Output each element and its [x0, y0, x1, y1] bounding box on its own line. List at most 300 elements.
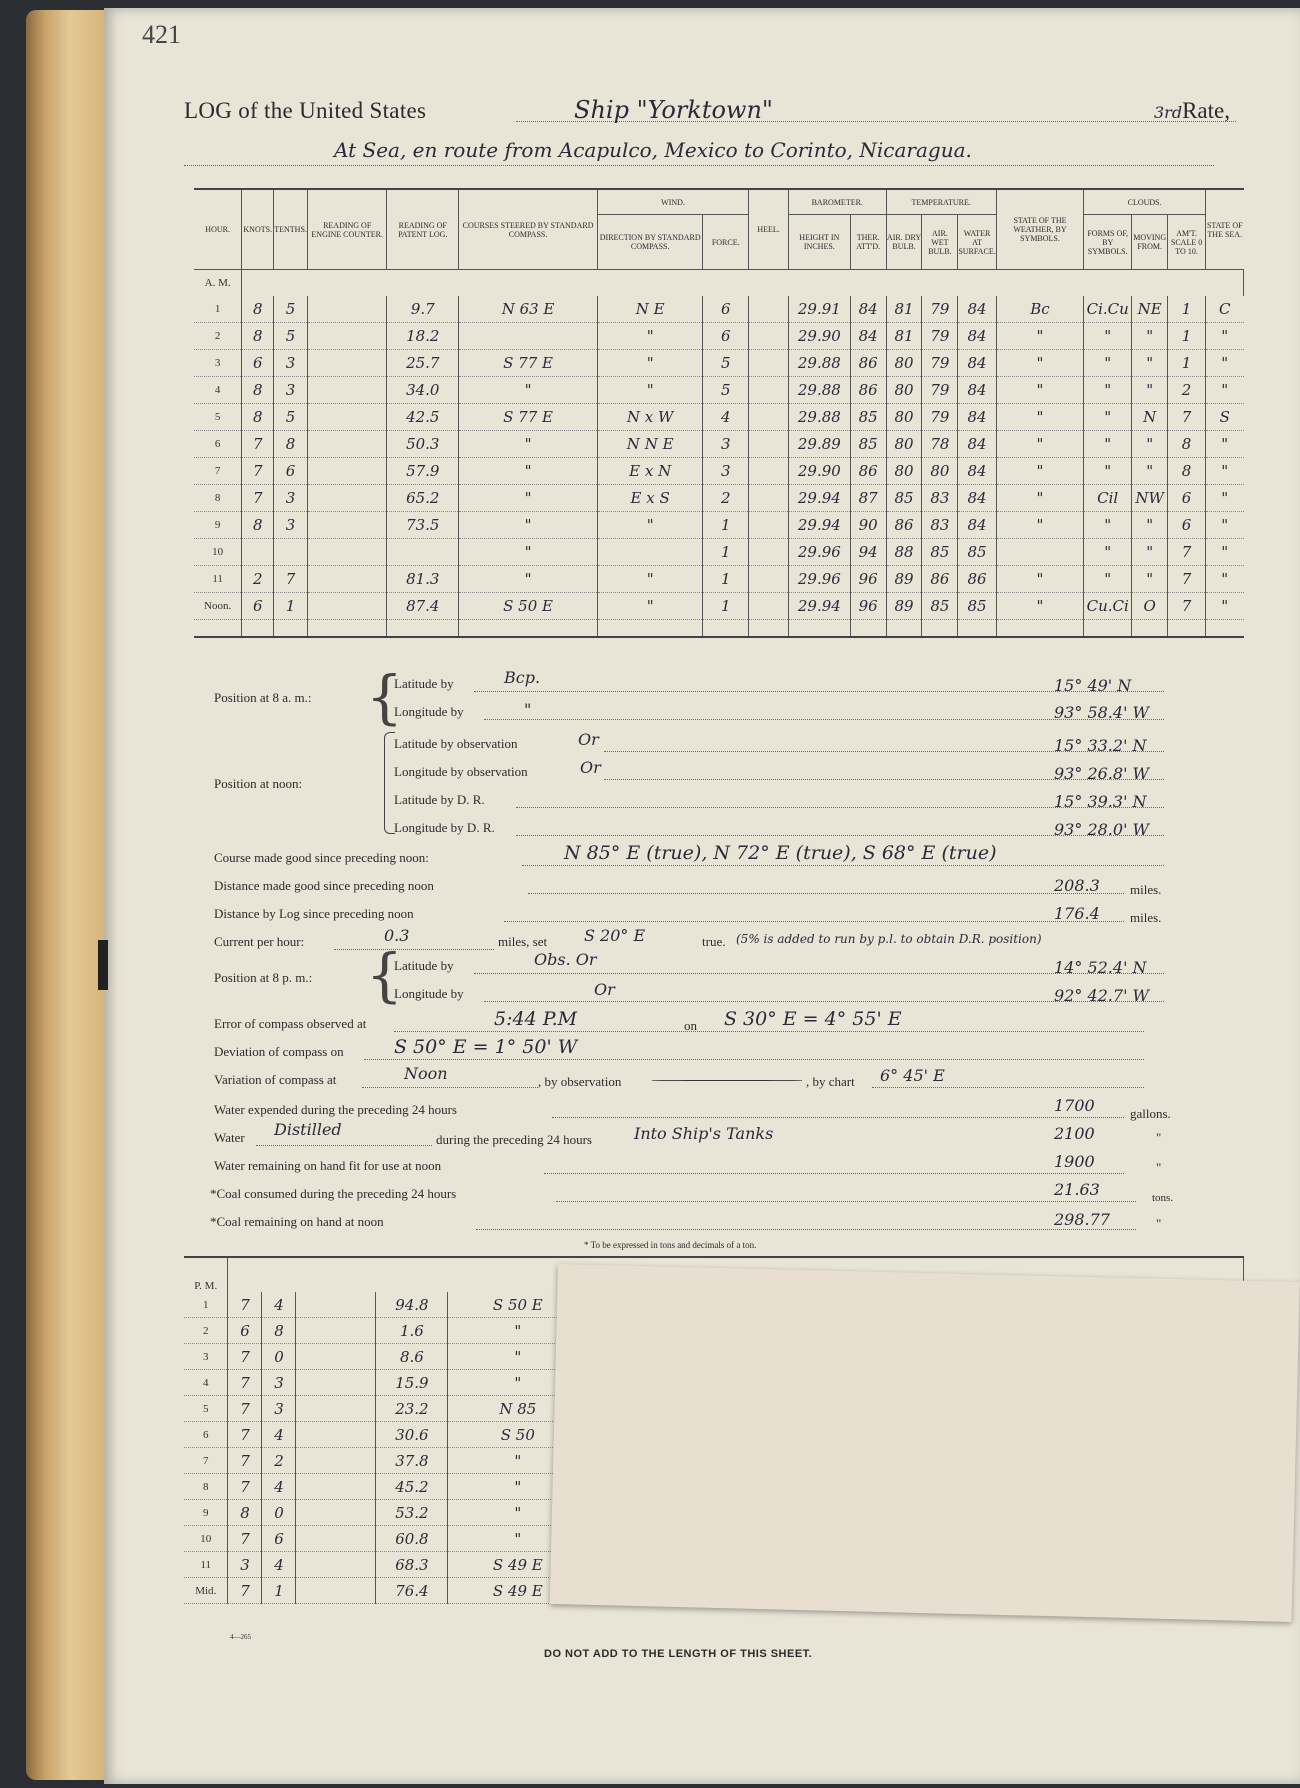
am-cell-tenths: 1: [274, 593, 308, 620]
am-cell-knots: 7: [242, 485, 274, 512]
am-cell-forms: ": [1084, 377, 1132, 404]
pm-cell-hour: 4: [184, 1370, 228, 1396]
rule: [872, 1087, 1144, 1088]
am-cell-wet: 80: [922, 458, 958, 485]
lat-8am-method: Bcp.: [504, 668, 541, 687]
am-cell-bar: 29.91: [788, 296, 850, 323]
ditto-3: ": [1156, 1216, 1162, 1231]
am-cell-bar: 29.88: [788, 350, 850, 377]
am-cell-tenths: 5: [274, 296, 308, 323]
am-cell-bar: 29.96: [788, 566, 850, 593]
am-cell-hour: Noon.: [194, 593, 242, 620]
am-table-row: [194, 485, 1244, 512]
pm-cell-hour: 7: [184, 1448, 228, 1474]
pm-cell-tenths: 6: [262, 1526, 296, 1552]
course-value: N 85° E (true), N 72° E (true), S 68° E (true): [564, 842, 997, 864]
am-cell-water: 84: [958, 350, 996, 377]
am-cell-knots: 8: [242, 323, 274, 350]
pm-cell-course: ": [448, 1474, 588, 1500]
variation-obs-dash: [652, 1080, 802, 1081]
am-cell-ther: 86: [850, 350, 886, 377]
am-cell-dry: 80: [886, 404, 922, 431]
miles-label-1: miles.: [1130, 882, 1162, 897]
am-cell-sea: ": [1206, 350, 1244, 377]
am-cell-bar: 29.88: [788, 404, 850, 431]
rule: [522, 865, 1164, 866]
error-label: Error of compass observed at: [214, 1016, 367, 1031]
am-cell-knots: 6: [242, 593, 274, 620]
water-expended-value: 1700: [1054, 1096, 1095, 1115]
am-cell-weather: [996, 539, 1083, 566]
rate-hand: 3rd: [1154, 103, 1183, 122]
col-wind-force: FORCE.: [703, 215, 749, 270]
am-cell-blank: [459, 620, 598, 638]
am-log-table: [194, 188, 1244, 638]
pm-cell-engine: [296, 1578, 376, 1604]
am-table-row-blank: [194, 620, 1244, 638]
pm-cell-engine: [296, 1422, 376, 1448]
pm-cell-knots: 7: [228, 1344, 262, 1370]
am-cell-knots: [242, 539, 274, 566]
am-cell-ther: 86: [850, 377, 886, 404]
am-cell-tenths: 8: [274, 431, 308, 458]
lat-dr-value: 15° 39.3' N: [1054, 792, 1147, 811]
am-cell-moving: NE: [1132, 296, 1168, 323]
pm-cell-patent: 94.8: [376, 1292, 448, 1318]
am-cell-hour: 9: [194, 512, 242, 539]
am-cell-sea: S: [1206, 404, 1244, 431]
am-cell-sea: ": [1206, 485, 1244, 512]
am-cell-hour: 7: [194, 458, 242, 485]
am-cell-wet: 79: [922, 350, 958, 377]
am-cell-water: 84: [958, 431, 996, 458]
voyage-location: At Sea, en route from Acapulco, Mexico to Corinto, Nicaragua.: [334, 138, 972, 162]
lat-8pm-value: 14° 52.4' N: [1054, 958, 1147, 977]
am-cell-dry: 80: [886, 458, 922, 485]
col-air-dry: AIR. DRY BULB.: [886, 215, 922, 270]
water-distilled: Distilled: [274, 1120, 342, 1139]
am-cell-ther: 87: [850, 485, 886, 512]
am-cell-engine: [307, 593, 387, 620]
lon-by-8pm: Longitude by: [394, 986, 464, 1001]
am-cell-ther: 96: [850, 593, 886, 620]
am-cell-amt: 1: [1168, 323, 1206, 350]
pm-cell-tenths: 3: [262, 1396, 296, 1422]
am-cell-water: 84: [958, 512, 996, 539]
am-cell-moving: N: [1132, 404, 1168, 431]
am-cell-bar: 29.88: [788, 377, 850, 404]
am-cell-dry: 80: [886, 350, 922, 377]
am-cell-dry: 88: [886, 539, 922, 566]
am-cell-engine: [307, 539, 387, 566]
am-cell-course: ": [459, 485, 598, 512]
am-cell-moving: ": [1132, 323, 1168, 350]
am-cell-wet: 79: [922, 404, 958, 431]
am-cell-force: 5: [703, 350, 749, 377]
pm-label: P. M.: [184, 1257, 228, 1292]
am-cell-wet: 79: [922, 296, 958, 323]
am-cell-hour: 10: [194, 539, 242, 566]
am-cell-course: ": [459, 566, 598, 593]
am-cell-amt: 7: [1168, 593, 1206, 620]
pm-cell-tenths: 4: [262, 1422, 296, 1448]
am-cell-weather: Bc: [996, 296, 1083, 323]
am-cell-patent: 81.3: [387, 566, 459, 593]
pm-cell-knots: 7: [228, 1396, 262, 1422]
am-cell-engine: [307, 296, 387, 323]
am-cell-bar: 29.94: [788, 593, 850, 620]
pm-cell-course: S 49 E: [448, 1578, 588, 1604]
lon-8am-value: 93° 58.4' W: [1054, 703, 1149, 722]
am-cell-water: 84: [958, 323, 996, 350]
col-tenths: TENTHS.: [274, 189, 308, 270]
pm-cell-tenths: 1: [262, 1578, 296, 1604]
am-cell-patent: 87.4: [387, 593, 459, 620]
am-cell-force: 5: [703, 377, 749, 404]
am-cell-water: 84: [958, 404, 996, 431]
am-cell-engine: [307, 566, 387, 593]
error-value: S 30° E = 4° 55' E: [724, 1008, 902, 1030]
col-cloud-amount: AM'T. SCALE 0 TO 10.: [1168, 215, 1206, 270]
pm-cell-tenths: 4: [262, 1552, 296, 1578]
pm-cell-tenths: 8: [262, 1318, 296, 1344]
pm-cell-hour: 9: [184, 1500, 228, 1526]
am-cell-weather: ": [996, 404, 1083, 431]
am-cell-knots: 7: [242, 458, 274, 485]
pm-cell-course: ": [448, 1370, 588, 1396]
pm-cell-patent: 60.8: [376, 1526, 448, 1552]
am-cell-course: ": [459, 539, 598, 566]
am-cell-blank: [1168, 620, 1206, 638]
am-cell-amt: 7: [1168, 539, 1206, 566]
pm-cell-patent: 53.2: [376, 1500, 448, 1526]
am-cell-course: ": [459, 458, 598, 485]
am-cell-force: 6: [703, 296, 749, 323]
col-barometer: BAROMETER.: [788, 189, 886, 215]
am-cell-weather: ": [996, 593, 1083, 620]
am-cell-course: N 63 E: [459, 296, 598, 323]
am-cell-wet: 85: [922, 539, 958, 566]
pm-cell-hour: 10: [184, 1526, 228, 1552]
am-cell-wet: 79: [922, 377, 958, 404]
am-cell-patent: 57.9: [387, 458, 459, 485]
am-cell-sea: ": [1206, 323, 1244, 350]
am-cell-amt: 8: [1168, 458, 1206, 485]
col-hour: HOUR.: [194, 189, 242, 270]
am-cell-engine: [307, 512, 387, 539]
am-cell-forms: ": [1084, 323, 1132, 350]
pm-cell-knots: 7: [228, 1448, 262, 1474]
am-cell-moving: NW: [1132, 485, 1168, 512]
am-cell-amt: 8: [1168, 431, 1206, 458]
am-cell-tenths: 6: [274, 458, 308, 485]
lat-8pm-method: Obs. Or: [534, 950, 597, 969]
pm-cell-course: ": [448, 1526, 588, 1552]
am-cell-engine: [307, 458, 387, 485]
am-cell-force: 1: [703, 539, 749, 566]
gallons-label: gallons.: [1130, 1106, 1171, 1121]
am-cell-dry: 86: [886, 512, 922, 539]
pm-cell-knots: 7: [228, 1578, 262, 1604]
am-cell-forms: Ci.Cu: [1084, 296, 1132, 323]
pm-cell-patent: 30.6: [376, 1422, 448, 1448]
am-cell-wet: 85: [922, 593, 958, 620]
am-table-row: [194, 566, 1244, 593]
am-cell-hour: 3: [194, 350, 242, 377]
lon-8am-method: ": [524, 700, 532, 719]
water-during-label: during the preceding 24 hours: [436, 1132, 592, 1147]
am-cell-wdir: ": [598, 377, 703, 404]
pm-cell-course: S 49 E: [448, 1552, 588, 1578]
pm-cell-tenths: 0: [262, 1344, 296, 1370]
pm-cell-course: S 50: [448, 1422, 588, 1448]
am-cell-sea: ": [1206, 539, 1244, 566]
am-cell-course: ": [459, 431, 598, 458]
current-value: 0.3: [384, 926, 410, 945]
am-cell-forms: Cu.Ci: [1084, 593, 1132, 620]
am-cell-course: S 77 E: [459, 350, 598, 377]
am-cell-forms: ": [1084, 512, 1132, 539]
am-cell-patent: 25.7: [387, 350, 459, 377]
am-cell-wet: 83: [922, 485, 958, 512]
am-table-row: [194, 323, 1244, 350]
pm-cell-knots: 7: [228, 1474, 262, 1500]
am-cell-blank: [850, 620, 886, 638]
pm-cell-hour: 11: [184, 1552, 228, 1578]
col-engine: READING OF ENGINE COUNTER.: [307, 189, 387, 270]
am-cell-weather: ": [996, 566, 1083, 593]
pm-cell-knots: 7: [228, 1370, 262, 1396]
am-cell-forms: ": [1084, 431, 1132, 458]
col-knots: KNOTS.: [242, 189, 274, 270]
am-cell-patent: [387, 539, 459, 566]
am-cell-sea: ": [1206, 458, 1244, 485]
col-water-temp: WATER AT SURFACE.: [958, 215, 996, 270]
by-observation-label: , by observation: [538, 1074, 622, 1089]
am-cell-hour: 5: [194, 404, 242, 431]
am-cell-patent: 73.5: [387, 512, 459, 539]
course-label: Course made good since preceding noon:: [214, 850, 429, 865]
am-cell-amt: 7: [1168, 404, 1206, 431]
water-remaining-label: Water remaining on hand fit for use at noon: [214, 1158, 442, 1173]
am-cell-wdir: ": [598, 566, 703, 593]
am-cell-water: 84: [958, 377, 996, 404]
am-cell-patent: 34.0: [387, 377, 459, 404]
sheet-note: DO NOT ADD TO THE LENGTH OF THIS SHEET.: [544, 1648, 813, 1660]
am-cell-engine: [307, 431, 387, 458]
am-cell-ther: 85: [850, 431, 886, 458]
pm-cell-course: N 85: [448, 1396, 588, 1422]
pm-cell-hour: 8: [184, 1474, 228, 1500]
am-table-row: [194, 377, 1244, 404]
coal-consumed-label: *Coal consumed during the preceding 24 hours: [210, 1186, 457, 1201]
am-cell-hour: 6: [194, 431, 242, 458]
am-cell-heel: [749, 593, 789, 620]
lon-dr-label: Longitude by D. R.: [394, 820, 495, 835]
current-note: (5% is added to run by p.l. to obtain D.R. position): [736, 932, 1042, 946]
am-table-row: [194, 458, 1244, 485]
am-cell-wdir: E x N: [598, 458, 703, 485]
pm-cell-engine: [296, 1474, 376, 1500]
paper-flap: [550, 1264, 1300, 1622]
pm-cell-patent: 68.3: [376, 1552, 448, 1578]
am-cell-amt: 2: [1168, 377, 1206, 404]
deviation-label: Deviation of compass on: [214, 1044, 344, 1059]
coal-remaining-label: *Coal remaining on hand at noon: [210, 1214, 384, 1229]
rule: [552, 1117, 1124, 1118]
pm-cell-hour: Mid.: [184, 1578, 228, 1604]
rule: [364, 1059, 1144, 1060]
col-air-wet: AIR. WET BULB.: [922, 215, 958, 270]
am-cell-bar: 29.94: [788, 512, 850, 539]
am-cell-heel: [749, 458, 789, 485]
lon-by-8am: Longitude by: [394, 704, 464, 719]
am-cell-blank: [749, 620, 789, 638]
pm-cell-patent: 76.4: [376, 1578, 448, 1604]
coal-consumed-value: 21.63: [1054, 1180, 1100, 1199]
am-cell-bar: 29.90: [788, 323, 850, 350]
am-cell-blank: [307, 620, 387, 638]
am-cell-wdir: ": [598, 323, 703, 350]
rule: [528, 893, 1124, 894]
am-table-row: [194, 350, 1244, 377]
am-cell-dry: 80: [886, 431, 922, 458]
pm-cell-knots: 7: [228, 1526, 262, 1552]
am-cell-amt: 7: [1168, 566, 1206, 593]
pm-cell-hour: 1: [184, 1292, 228, 1318]
am-cell-heel: [749, 485, 789, 512]
pm-cell-hour: 3: [184, 1344, 228, 1370]
am-cell-forms: Cil: [1084, 485, 1132, 512]
am-cell-force: 2: [703, 485, 749, 512]
am-cell-weather: ": [996, 377, 1083, 404]
am-cell-moving: ": [1132, 377, 1168, 404]
am-cell-sea: ": [1206, 431, 1244, 458]
location-rule: [184, 165, 1214, 166]
brace-8am: {: [366, 663, 403, 731]
brace-8pm: {: [366, 941, 403, 1009]
log-page: [104, 8, 1300, 1784]
am-cell-weather: ": [996, 485, 1083, 512]
am-cell-water: 85: [958, 539, 996, 566]
am-cell-dry: 81: [886, 296, 922, 323]
am-cell-blank: [598, 620, 703, 638]
ship-name: Ship "Yorktown": [574, 96, 773, 124]
am-table-row: [194, 593, 1244, 620]
am-cell-hour: 2: [194, 323, 242, 350]
am-cell-knots: 2: [242, 566, 274, 593]
am-cell-patent: 50.3: [387, 431, 459, 458]
am-label: A. M.: [194, 270, 242, 297]
am-cell-amt: 6: [1168, 512, 1206, 539]
water-remaining-value: 1900: [1054, 1152, 1095, 1171]
pm-cell-hour: 2: [184, 1318, 228, 1344]
pm-cell-engine: [296, 1370, 376, 1396]
am-cell-tenths: 5: [274, 323, 308, 350]
pm-cell-tenths: 4: [262, 1292, 296, 1318]
variation-label: Variation of compass at: [214, 1072, 337, 1087]
pm-cell-engine: [296, 1552, 376, 1578]
page-number: 421: [142, 20, 181, 49]
am-cell-engine: [307, 404, 387, 431]
am-cell-moving: ": [1132, 539, 1168, 566]
lon-obs-label: Longitude by observation: [394, 764, 528, 779]
error-time: 5:44 P.M: [494, 1008, 578, 1030]
col-bar-ther: THER. ATT'D.: [850, 215, 886, 270]
pm-cell-patent: 1.6: [376, 1318, 448, 1344]
am-cell-heel: [749, 377, 789, 404]
am-cell-blank: [387, 620, 459, 638]
am-cell-sea: C: [1206, 296, 1244, 323]
pm-cell-patent: 37.8: [376, 1448, 448, 1474]
am-cell-water: 86: [958, 566, 996, 593]
am-cell-moving: ": [1132, 512, 1168, 539]
am-cell-blank: [996, 620, 1083, 638]
pm-cell-tenths: 2: [262, 1448, 296, 1474]
lat-obs-label: Latitude by observation: [394, 736, 518, 751]
am-cell-tenths: 3: [274, 350, 308, 377]
miles-set-label: miles, set: [498, 934, 548, 949]
am-cell-amt: 1: [1168, 296, 1206, 323]
am-cell-forms: ": [1084, 404, 1132, 431]
am-cell-wdir: ": [598, 350, 703, 377]
am-cell-patent: 18.2: [387, 323, 459, 350]
am-cell-weather: ": [996, 323, 1083, 350]
binding-thread: [98, 940, 108, 990]
am-cell-blank: [1084, 620, 1132, 638]
pm-cell-tenths: 3: [262, 1370, 296, 1396]
col-heel: HEEL.: [749, 189, 789, 270]
am-cell-amt: 6: [1168, 485, 1206, 512]
rule: [256, 1145, 432, 1146]
am-cell-hour: 4: [194, 377, 242, 404]
log-distance-label: Distance by Log since preceding noon: [214, 906, 414, 921]
am-cell-moving: ": [1132, 458, 1168, 485]
am-cell-blank: [242, 620, 274, 638]
ditto-2: ": [1156, 1160, 1162, 1175]
col-cloud-moving: MOVING FROM.: [1132, 215, 1168, 270]
am-table-row: [194, 431, 1244, 458]
current-set-value: S 20° E: [584, 926, 646, 945]
am-cell-blank: [886, 620, 922, 638]
am-cell-wet: 86: [922, 566, 958, 593]
pm-cell-knots: 7: [228, 1292, 262, 1318]
ditto-1: ": [1156, 1130, 1162, 1145]
pm-cell-engine: [296, 1292, 376, 1318]
pm-cell-knots: 3: [228, 1552, 262, 1578]
am-cell-knots: 8: [242, 512, 274, 539]
variation-at: Noon: [404, 1064, 448, 1083]
am-cell-wet: 79: [922, 323, 958, 350]
am-cell-force: 1: [703, 512, 749, 539]
am-cell-engine: [307, 377, 387, 404]
am-cell-wdir: N E: [598, 296, 703, 323]
am-cell-tenths: 5: [274, 404, 308, 431]
am-cell-blank: [703, 620, 749, 638]
lon-obs-method: Or: [580, 758, 601, 777]
pm-cell-tenths: 0: [262, 1500, 296, 1526]
am-cell-wdir: N x W: [598, 404, 703, 431]
am-cell-dry: 89: [886, 593, 922, 620]
lat-by-8am: Latitude by: [394, 676, 454, 691]
rule: [394, 1031, 1144, 1032]
lon-dr-value: 93° 28.0' W: [1054, 820, 1149, 839]
am-cell-heel: [749, 323, 789, 350]
am-cell-forms: ": [1084, 539, 1132, 566]
am-cell-wet: 83: [922, 512, 958, 539]
am-cell-tenths: 7: [274, 566, 308, 593]
coal-remaining-value: 298.77: [1054, 1210, 1110, 1229]
